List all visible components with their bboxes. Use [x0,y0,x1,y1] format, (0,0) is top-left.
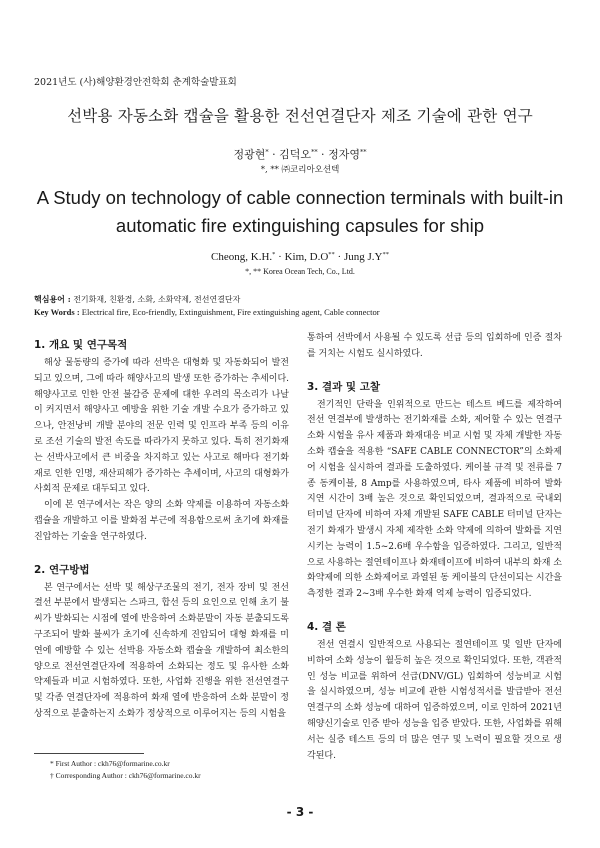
korean-affiliation: *, ** ㈜코리아오션텍 [260,165,340,175]
section-4-heading: 4. 결 론 [307,620,346,633]
right-column [307,331,562,764]
keywords-english-text: Electrical fire, Eco-friendly, Extinguishment, Fire extinguishing agent, Cable connector [79,307,380,317]
keywords-korean-label: 핵심용어 : [34,294,71,304]
left-column [34,337,289,723]
section-2-heading: 2. 연구방법 [34,563,90,576]
section-gap [307,363,562,373]
footnote-corresponding-author: † Corresponding Author : ckh76@formarine.co.kr [50,771,201,780]
keywords-korean [34,293,574,306]
section-1-heading: 1. 개요 및 연구목적 [34,339,128,351]
section-4-paragraph-1: 전선 연결시 일반적으로 사용되는 절연테이프 및 일반 단자에 비하여 소화 성능이 월등히 높은 것으로 확인되었다. 또한, 객관적인 성능 비교를 위하여 선급(DNV/GL) 입회하여 성능비교 시험을 실시하였으며, 성능 비교에 관한 시험성적서를 발급받아 전선연결구의 소화 성능에 대하여 입증하였으며, 이로 인하여 2021년 해양신기술로 인증 받아 성능을 입증 받았다. 또한, 사업화를 위해서는 실증 테스트 등의 더 많은 연구 및 노력이 필요할 것으로 생각된다. [307,639,562,761]
section-2-continuation: 통하여 선박에서 사용될 수 있도록 선급 등의 입회하에 인증 절차를 거치는 시험도 실시하였다. [307,333,562,359]
section-2-paragraph-1: 본 연구에서는 선박 및 해상구조물의 전기, 전자 장비 및 전선 결선 부분에서 발생되는 스파크, 합선 등의 요인으로 인해 초기 불씨가 발화되는 시점에 열에 반응하여 소화분말이 자동 분출되도록 구조되어 발화 불씨가 초기에 신속하게 진압되어 대형 화재를 미연에 예방할 수 있는 선박용 자동소화 캡슐을 개발하여 최소한의 양으로 전선연결단자에 적용하여 소화되는 정도 및 유사한 소화 약제들과 비교 시험하였다. 또한, 사업화 진행을 위한 전선연결구 및 각종 연결단자에 적용하여 화재 열에 반응하여 소화 분말이 정상적으로 분출하는지 소화가 정상적으로 이루어지는 등의 시험을 [34,582,289,719]
section-1-paragraph-1: 해상 물동량의 증가에 따라 선박은 대형화 및 자동화되어 발전되고 있으며, 그에 따라 해양사고의 발생 또한 증가하는 추세이다. 해양사고로 인한 안전 불감증 문제에 대한 우려의 목소리가 나날이 커지면서 해양사고 예방을 위한 기술 개발 수요가 증가하고 있으나, 안전낭비 개발 분야의 전문 인력 및 인프라 부족 등의 이유로 조선 기술의 발전 속도를 따라가지 못하고 있다. 특히 전기화재는 선박사고에서 큰 비중을 차지하고 있는 사고로 해마다 전기화재로 인한 인명, 재산피해가 증가하는 추세이며, 사고의 대형화가 사회적 문제로 대두되고 있다. [34,358,289,495]
footnote-first-author: * First Author : ckh76@formarine.co.kr [50,759,170,768]
author-1-en: Cheong, K.H. [211,251,273,263]
section-1-paragraph-2: 이에 본 연구에서는 작은 양의 소화 약제를 이용하여 자동소화 캡슐을 개발하고 이를 발화점 부근에 적용함으로써 초기에 화재를 진압하는 기술을 연구하였다. [34,500,289,542]
keywords-korean-text: 전기화재, 친환경, 소화, 소화약제, 전선연결단자 [70,295,241,304]
author-3-ko-mark: ** [359,148,367,156]
english-authors [0,251,600,263]
author-2-en: Kim, D.O [284,251,329,263]
english-title: A Study on technology of cable connection terminals with built-in automatic fire extinguishing capsules for ship [36,187,564,236]
section-gap [34,546,289,556]
korean-title: 선박용 자동소화 캡슐을 활용한 전선연결단자 제조 기술에 관한 연구 [67,107,533,125]
author-3-ko: 정자영 [328,148,360,161]
english-affiliation: *, ** Korea Ocean Tech, Co., Ltd. [245,267,355,276]
section-gap [307,603,562,613]
conference-header: 2021년도 (사)해양환경안전학회 춘계학술발표회 [34,77,237,88]
footnote-divider [34,753,144,754]
section-3-heading: 3. 결과 및 고찰 [307,380,380,393]
author-1-ko: 정광현 [233,148,266,161]
author-separator: · [275,251,285,263]
keywords-english [34,306,574,319]
korean-authors [0,146,600,162]
author-3-en: Jung J.Y [343,251,383,263]
keywords-english-label: Key Words : [34,307,80,317]
author-2-en-mark: ** [328,251,335,258]
page-number: - 3 - [286,805,314,819]
author-1-en-mark: * [272,251,276,258]
author-1-ko-mark: * [265,148,269,156]
author-3-en-mark: ** [382,251,389,258]
author-separator: · [268,148,280,161]
section-3-paragraph-1: 전기적인 단락을 인위적으로 만드는 테스트 베드를 제작하여 전선 연결부에 발생하는 전기화재를 소화, 제어할 수 있는 연결구 소화 시험을 유사 제품과 화재대응 비교 시험 및 자체 개발한 자동소화 캡슐을 적용한 “SAFE CABLE CONNECTOR”의 소화제어 시험을 실시하여 결과를 도출하였다. 케이블 규격 및 전류를 7종 동케이블, 8 Amp를 사용하였으며, 타사 제품에 비하여 발화 지연 시간이 3배 높은 것으로 확인되었으며, 결과적으로 국내외 터미널 단자에 비하여 자체 개발된 SAFE CABLE 터미널 단자는 전기 화재가 발생시 자체 제작한 소화 약제에 의하여 발화를 지연시키는 능력이 1.5~2.6배 우수함을 입증하였다. 그리고, 일반적으로 사용하는 절연테이프나 화재테이프에 비하여 내부의 화재 소화약제에 의한 소화제어로 과열된 동 케이블의 단선이되는 시간을 측정한 결과 2~3배 우수한 화재 억제 능력이 입증되었다. [307,399,562,600]
author-2-ko-mark: ** [311,148,318,156]
author-2-ko: 김덕오 [279,148,312,161]
author-separator: · [317,148,329,161]
author-separator: · [334,251,344,263]
